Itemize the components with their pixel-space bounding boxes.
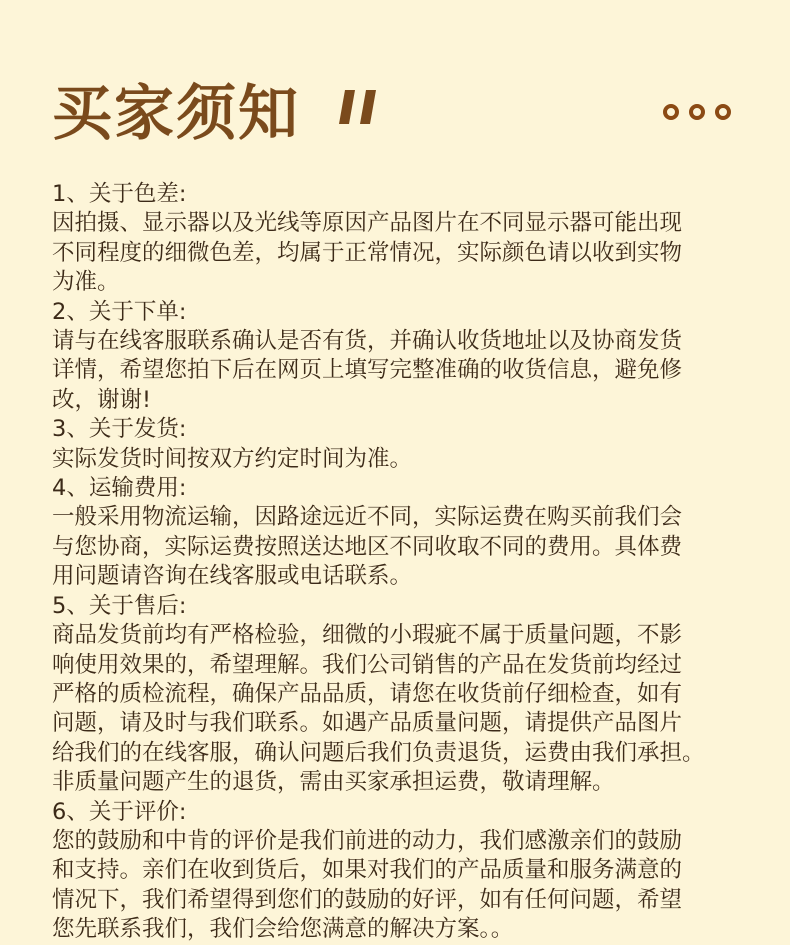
section-line: 非质量问题产生的退货，需由买家承担运费，敬请理解。 xyxy=(52,769,615,796)
section-line: 严格的质检流程，确保产品品质，请您在收货前仔细检查，如有 xyxy=(52,680,683,707)
section-reviews xyxy=(52,798,772,945)
section-line: 给我们的在线客服，确认问题后我们负责退货，运费由我们承担。 xyxy=(52,739,705,766)
section-line: 问题，请及时与我们联系。如遇产品质量问题，请提供产品图片 xyxy=(52,710,683,737)
decorative-dot-2 xyxy=(691,106,703,118)
section-line: 情况下，我们希望得到您们的鼓励的好评，如有任何问题，希望 xyxy=(52,886,683,913)
section-heading: 2、关于下单: xyxy=(52,298,187,325)
section-line: 用问题请咨询在线客服或电话联系。 xyxy=(52,563,413,590)
section-heading: 3、关于发货: xyxy=(52,416,187,443)
section-line: 与您协商，实际运费按照送达地区不同收取不同的费用。具体费 xyxy=(52,533,683,560)
notice-content xyxy=(52,180,772,945)
decorative-dots-icon xyxy=(660,100,734,124)
quote-mark-icon xyxy=(338,88,382,128)
section-line: 一般采用物流运输，因路途远近不同，实际运费在购买前我们会 xyxy=(52,504,683,531)
section-line: 您先联系我们，我们会给您满意的解决方案。。 xyxy=(52,916,514,943)
page-title: 买家须知 xyxy=(52,79,300,149)
section-line: 为准。 xyxy=(52,269,120,296)
section-color-difference xyxy=(52,180,772,298)
section-line: 商品发货前均有严格检验，细微的小瑕疵不属于质量问题，不影 xyxy=(52,622,683,649)
section-line: 响使用效果的，希望理解。我们公司销售的产品在发货前均经过 xyxy=(52,651,683,678)
section-freight xyxy=(52,474,772,592)
section-line: 和支持。亲们在收到货后，如果对我们的产品质量和服务满意的 xyxy=(52,857,683,884)
section-line: 请与在线客服联系确认是否有货，并确认收货地址以及协商发货 xyxy=(52,328,683,355)
section-line: 改，谢谢! xyxy=(52,386,152,413)
section-line: 不同程度的细微色差，均属于正常情况，实际颜色请以收到实物 xyxy=(52,239,683,266)
section-heading: 1、关于色差: xyxy=(52,181,187,207)
section-shipping xyxy=(52,415,772,474)
quote-mark-stroke-right xyxy=(360,90,376,124)
section-line: 详情，希望您拍下后在网页上填写完整准确的收货信息，避免修 xyxy=(52,357,683,384)
section-line: 实际发货时间按双方约定时间为准。 xyxy=(52,445,413,472)
section-ordering xyxy=(52,298,772,416)
section-line: 因拍摄、显示器以及光线等原因产品图片在不同显示器可能出现 xyxy=(52,210,683,237)
section-heading: 6、关于评价: xyxy=(52,798,187,825)
section-heading: 5、关于售后: xyxy=(52,592,187,619)
decorative-dot-1 xyxy=(665,106,677,118)
section-line: 您的鼓励和中肯的评价是我们前进的动力，我们感激亲们的鼓励 xyxy=(52,827,683,854)
section-after-sales xyxy=(52,592,772,798)
quote-mark-stroke-left xyxy=(339,90,355,124)
section-heading: 4、运输费用: xyxy=(52,475,187,502)
decorative-dot-3 xyxy=(717,106,729,118)
